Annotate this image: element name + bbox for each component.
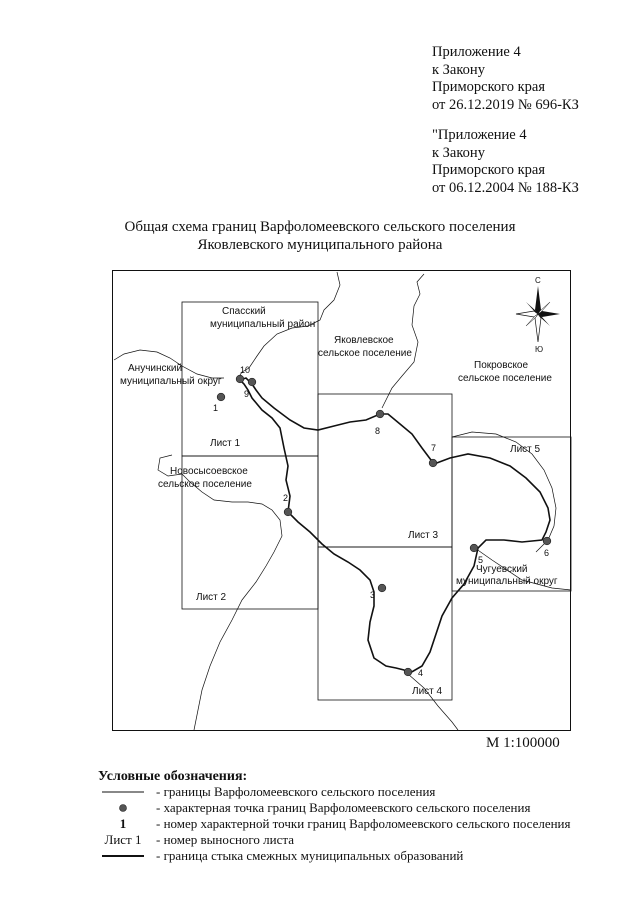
point-5-marker bbox=[470, 544, 478, 552]
compass-north-label: С bbox=[535, 276, 541, 285]
legend-item-point-number bbox=[98, 816, 618, 832]
point-2-label: 2 bbox=[283, 493, 289, 503]
region-spassky-label: Спасский bbox=[222, 306, 266, 317]
point-9-label: 9 bbox=[244, 389, 250, 399]
point-6-label: 6 bbox=[544, 548, 550, 558]
region-pokrovskoe-label: Покровское bbox=[474, 360, 529, 371]
legend-item-text: - номер выносного листа bbox=[156, 832, 294, 847]
legend-thin-line-icon bbox=[98, 784, 148, 800]
legend-item-sheet bbox=[98, 832, 618, 848]
legend-symbol: 1 bbox=[119, 816, 127, 831]
point-1-label: 1 bbox=[213, 403, 219, 413]
point-2-marker bbox=[284, 508, 292, 516]
sheet-4-label: Лист 4 bbox=[412, 686, 443, 697]
point-3-label: 3 bbox=[370, 590, 376, 600]
point-8-marker bbox=[376, 410, 384, 418]
region-pokrovskoe-label: сельское поселение bbox=[458, 373, 552, 384]
legend-symbol: Лист 1 bbox=[104, 832, 142, 847]
sheet-4-outline bbox=[318, 547, 452, 700]
point-7-label: 7 bbox=[431, 443, 437, 453]
legend-item-junction bbox=[98, 848, 618, 864]
point-4-marker bbox=[404, 668, 412, 676]
characteristic-points bbox=[217, 375, 551, 676]
appendix-previous-line: "Приложение 4 bbox=[432, 127, 527, 143]
legend-item-boundary bbox=[98, 784, 618, 800]
map-title-line2: Яковлевского муниципального района bbox=[197, 237, 443, 253]
point-4-label: 4 bbox=[418, 668, 424, 678]
sheet-3-outline bbox=[318, 394, 452, 547]
legend-title: Условные обозначения: bbox=[98, 769, 248, 784]
point-8-label: 8 bbox=[375, 426, 381, 436]
compass-rose-icon bbox=[516, 276, 560, 354]
region-chuguevsky-label: муниципальный округ bbox=[456, 576, 558, 587]
appendix-previous-line: от 06.12.2004 № 188-КЗ bbox=[432, 179, 579, 196]
appendix-previous-line: Приморского края bbox=[432, 162, 546, 178]
settlement-boundary bbox=[240, 378, 550, 673]
appendix-current bbox=[432, 44, 579, 114]
map-scale: М 1:100000 bbox=[486, 735, 560, 751]
region-chuguevsky-label: Чугуевский bbox=[476, 564, 528, 575]
appendix-previous bbox=[432, 127, 579, 197]
region-novosysoevskoe-label: Новосысоевское bbox=[170, 466, 248, 477]
appendix-current-line: Приложение 4 bbox=[432, 44, 521, 60]
point-1-marker bbox=[217, 393, 225, 401]
region-novosysoevskoe-label: сельское поселение bbox=[158, 479, 252, 490]
legend-item-text: - граница стыка смежных муниципальных образований bbox=[156, 848, 464, 863]
legend-item-text: - характерная точка границ Варфоломеевского сельского поселения bbox=[156, 800, 531, 815]
point-9-marker bbox=[248, 378, 256, 386]
sheet-2-label: Лист 2 bbox=[196, 592, 227, 603]
appendix-current-line: от 26.12.2019 № 696-КЗ bbox=[432, 96, 579, 113]
appendix-current-line: Приморского края bbox=[432, 79, 546, 95]
point-10-marker bbox=[236, 375, 244, 383]
point-6-marker bbox=[543, 537, 551, 545]
map-title-line1: Общая схема границ Варфоломеевского сельского поселения bbox=[124, 219, 516, 235]
point-7-marker bbox=[429, 459, 437, 467]
point-5-label: 5 bbox=[478, 555, 484, 565]
boundary-map bbox=[112, 270, 572, 732]
appendix-current-line: к Закону bbox=[432, 61, 485, 78]
point-10-label: 10 bbox=[240, 365, 251, 375]
region-yakovlevskoe-label: Яковлевское bbox=[334, 335, 394, 346]
sheet-3-label: Лист 3 bbox=[408, 530, 439, 541]
compass-south-label: Ю bbox=[535, 345, 544, 354]
sheet-1-label: Лист 1 bbox=[210, 438, 241, 449]
adjacent-boundary-south bbox=[408, 674, 458, 730]
region-anuchinsky-label: Анучинский bbox=[128, 363, 183, 374]
point-3-marker bbox=[378, 584, 386, 592]
legend-point-icon bbox=[98, 800, 148, 816]
legend-item-text: - номер характерной точки границ Варфоломеевского сельского поселения bbox=[156, 816, 571, 831]
legend-item-point bbox=[98, 800, 618, 816]
region-yakovlevskoe-label: сельское поселение bbox=[318, 348, 412, 359]
legend-item-text: - границы Варфоломеевского сельского поселения bbox=[156, 784, 436, 799]
region-anuchinsky-label: муниципальный округ bbox=[120, 376, 222, 387]
appendix-previous-line: к Закону bbox=[432, 144, 485, 161]
region-spassky-label: муниципальный район bbox=[210, 319, 316, 330]
legend-thick-line-icon bbox=[98, 848, 148, 864]
sheet-5-label: Лист 5 bbox=[510, 444, 541, 455]
